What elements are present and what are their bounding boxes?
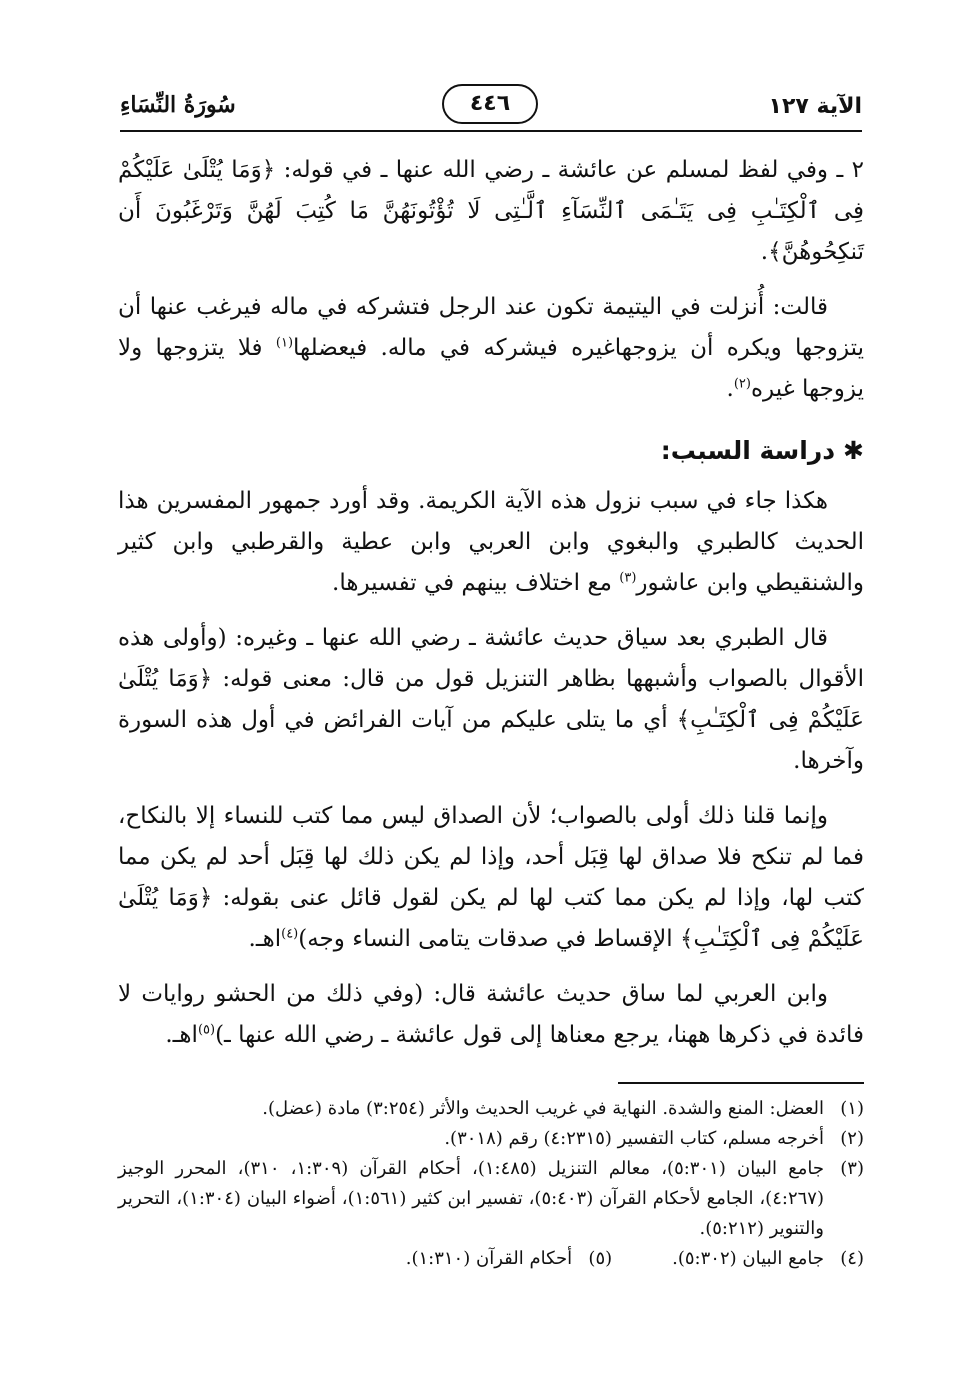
footnote-ref-1: (١) [275,335,294,351]
footnote-5 [406,1244,612,1274]
paragraph-3-text-a: هكذا جاء في سبب نزول هذه الآية الكريمة. وقد أورد جمهور المفسرين هذا الحديث كالطبري والبغوي وابن العربي وابن عطية والقرطبي وابن كثير والشنقيطي وابن عاشور [118,488,864,596]
footnote-4 [672,1244,864,1274]
footnote-ref-5: (٥) [197,1022,216,1038]
paragraph-2-text-a: قالت: أُنزلت في اليتيمة تكون عند الرجل فتشركه في ماله فيرغب عنها أن يتزوجها ويكره أن يزوجهاغيره فيشركه في ماله. فيعضلها [118,294,864,361]
page-header [120,80,862,130]
footnote-text: جامع البيان (٥:٣٠٢). [672,1248,824,1269]
paragraph-2-text-c: . [726,376,734,402]
paragraph-1: ٢ ـ وفي لفظ لمسلم عن عائشة ـ رضي الله عنها ـ في قوله: ﴿وَمَا يُتْلَىٰ عَلَيْكُمْ فِى ٱلْكِتَـٰبِ فِى يَتَـٰمَى ٱلنِّسَآءِ ٱلَّـٰتِى لَا تُؤْتُونَهُنَّ مَا كُتِبَ لَهُنَّ وَتَرْغَبُونَ أَن تَنكِحُوهُنَّ﴾. [118,157,864,265]
footnote-1 [118,1094,864,1124]
footnote-number: (١) [840,1098,864,1119]
paragraph-2 [118,287,864,410]
footnote-row [118,1244,864,1274]
footnote-text: أحكام القرآن (١:٣١٠). [405,1248,573,1269]
paragraph-3 [118,481,864,604]
paragraph-6-text-a: وابن العربي لما ساق حديث عائشة قال: (وفي ذلك من الحشو روايات لا فائدة في ذكرها ههنا، يرجع معناها إلى قول عائشة ـ رضي الله عنها ـ) [118,981,864,1048]
paragraph-4: قال الطبري بعد سياق حديث عائشة ـ رضي الله عنها ـ وغيره: (وأولى هذه الأقوال بالصواب وأشبهها بظاهر التنزيل قول من قال: معنى قوله: ﴿وَمَا يُتْلَىٰ عَلَيْكُمْ فِى ٱلْكِتَـٰبِ﴾ أي ما يتلى عليكم من آيات الفرائض في أول هذه السورة وآخرها. [118,625,864,774]
section-heading-text: دراسة السبب: [660,436,836,465]
paragraph-5 [118,796,864,960]
footnote-text: أخرجه مسلم، كتاب التفسير (٤:٢٣١٥) رقم (٣٠١٨). [444,1128,824,1149]
paragraph-6 [118,974,864,1056]
footnotes [118,1094,864,1274]
page-number: ٤٤٦ [442,84,538,124]
footnote-number: (٤) [840,1248,864,1269]
main-text [118,150,864,1070]
footnote-3 [118,1154,864,1244]
footnote-number: (٢) [840,1128,864,1149]
paragraph-2-text-b: فلا يتزوجها ولا يزوجها غيره [118,335,864,402]
paragraph-5-text-b: اهـ. [248,926,282,952]
footnote-ref-4: (٤) [281,926,299,942]
asterisk-icon: ✱ [843,436,864,465]
footnote-number: (٥) [588,1248,613,1269]
footnote-text: العضل: المنع والشدة. النهاية في غريب الحديث والأثر (٣:٢٥٤) مادة (عضل). [262,1098,824,1119]
header-rule [120,130,862,132]
paragraph-3-text-b: مع اختلاف بينهم في تفسيرها. [332,570,620,596]
section-heading [118,430,864,471]
verse-label: الآية ١٢٧ [768,94,862,119]
paragraph-5-text-a: وإنما قلنا ذلك أولى بالصواب؛ لأن الصداق ليس مما كتب للنساء إلا بالنكاح، فما لم تنكح فلا صداق لها قِبَل أحد، وإذا لم يكن ذلك لها قِبَل أحد لم يكن مما كتب لها، وإذا لم يكن مما كتب لها لم يكن لقول قائل عنى بقوله: ﴿وَمَا يُتْلَىٰ عَلَيْكُمْ فِى ٱلْكِتَـٰبِ﴾ الإقساط في صدقات يتامى النساء وجه) [118,803,864,952]
paragraph-6-text-b: اهـ. [165,1022,198,1048]
footnote-text: جامع البيان (٥:٣٠١)، معالم التنزيل (١:٤٨٥)، أحكام القرآن (١:٣٠٩، ٣١٠)، المحرر الوجيز (٤:٢٦٧)، الجامع لأحكام القرآن (٥:٤٠٣)، تفسير ابن كثير (١:٥٦١)، أضواء البيان (١:٣٠٤)، التحرير والتنوير (٥:٢١٢). [118,1158,824,1239]
footnote-ref-2: (٢) [733,376,751,392]
footnote-ref-3: (٣) [619,570,637,586]
footnote-2 [118,1124,864,1154]
footnote-number: (٣) [840,1158,864,1179]
surah-name: سُورَةُ النِّسَاءِ [120,92,236,118]
footnote-rule [618,1082,864,1084]
